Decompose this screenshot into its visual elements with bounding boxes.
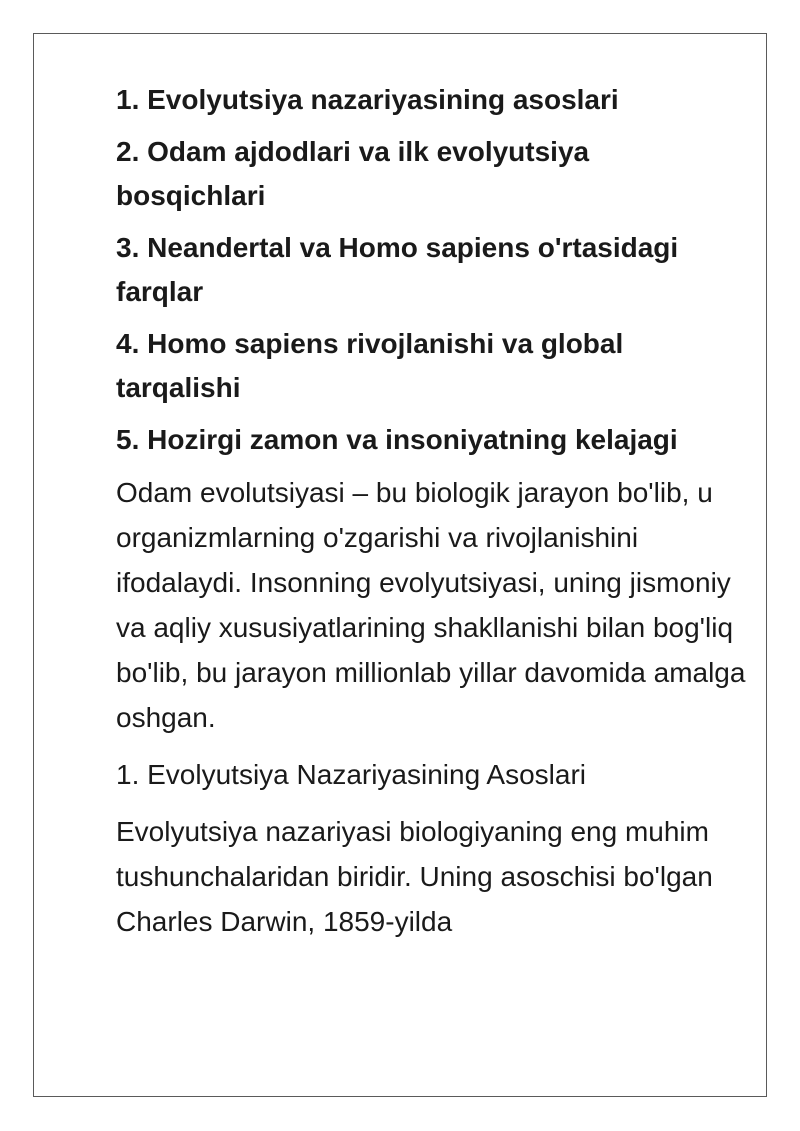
toc-item-5: 5. Hozirgi zamon va insoniyatning kelajagi <box>116 424 678 455</box>
toc-item-2: 2. Odam ajdodlari va ilk evolyutsiya bosqichlari <box>116 136 590 211</box>
document-content <box>116 78 746 956</box>
toc-item-1: 1. Evolyutsiya nazariyasining asoslari <box>116 84 619 115</box>
toc-item-3: 3. Neandertal va Homo sapiens o'rtasidagi farqlar <box>116 232 679 307</box>
section-title: 1. Evolyutsiya Nazariyasining Asoslari <box>116 759 586 790</box>
toc-item-4: 4. Homo sapiens rivojlanishi va global tarqalishi <box>116 328 624 403</box>
section-paragraph: Evolyutsiya nazariyasi biologiyaning eng muhim tushunchalaridan biridir. Uning asoschisi bo'lgan Charles Darwin, 1859-yilda <box>116 816 713 937</box>
intro-paragraph: Odam evolutsiyasi – bu biologik jarayon bo'lib, u organizmlarning o'zgarishi va rivojlanishini ifodalaydi. Insonning evolyutsiyasi, uning jismoniy va aqliy xususiyatlarining shakllanishi bilan bog'liq bo'lib, bu jarayon millionlab yillar davomida amalga oshgan. <box>116 477 746 733</box>
